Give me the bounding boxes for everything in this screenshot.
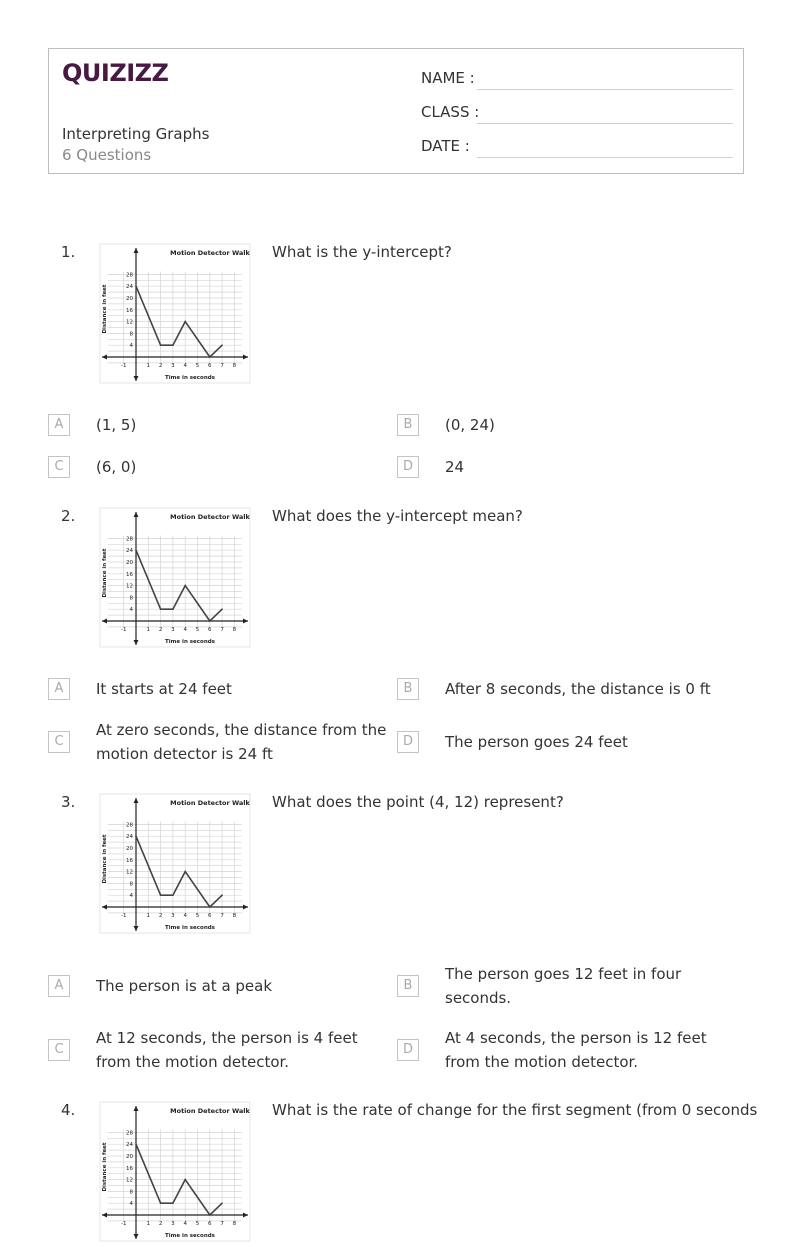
option-letter[interactable]: D bbox=[397, 1039, 419, 1061]
data-point bbox=[221, 344, 223, 346]
y-tick-label: 20 bbox=[126, 296, 133, 302]
x-tick-label: 7 bbox=[220, 627, 224, 633]
y-tick-label: 20 bbox=[126, 846, 133, 852]
option-text: (6, 0) bbox=[96, 458, 137, 476]
graph-svg bbox=[98, 793, 252, 935]
x-axis-label: Time in seconds bbox=[165, 639, 215, 645]
option-letter[interactable]: C bbox=[48, 731, 70, 753]
data-point bbox=[160, 1202, 162, 1204]
x-tick-label: 8 bbox=[232, 913, 237, 919]
worksheet-header bbox=[48, 48, 744, 174]
y-tick-label: 8 bbox=[129, 331, 133, 338]
x-tick-label: 1 bbox=[146, 913, 151, 919]
x-tick-label: 2 bbox=[158, 627, 163, 633]
question-number: 1. bbox=[61, 243, 76, 261]
x-tick-label: 5 bbox=[195, 363, 200, 369]
x-tick-label: 4 bbox=[183, 627, 187, 633]
option-letter[interactable]: C bbox=[48, 456, 70, 478]
y-tick-label: 28 bbox=[126, 536, 133, 543]
question-text: What is the rate of change for the first segment (from 0 seconds bbox=[272, 1101, 758, 1119]
data-point bbox=[209, 1214, 211, 1216]
y-tick-label: 12 bbox=[126, 869, 133, 876]
x-tick-label: 1 bbox=[146, 1221, 151, 1227]
option-text: The person goes 24 feet bbox=[445, 733, 628, 751]
data-point bbox=[160, 608, 162, 610]
data-point bbox=[209, 620, 211, 622]
option-letter[interactable]: B bbox=[397, 414, 419, 436]
x-tick-label: 4 bbox=[183, 913, 187, 919]
y-axis-label: Distance in feet bbox=[102, 834, 108, 884]
data-point bbox=[209, 906, 211, 908]
option-letter[interactable]: A bbox=[48, 414, 70, 436]
x-tick-label: 5 bbox=[195, 627, 200, 633]
name-label: NAME : bbox=[421, 69, 475, 87]
y-axis-label: Distance in feet bbox=[102, 1142, 108, 1192]
motion-detector-graph bbox=[98, 793, 252, 935]
option-text: 24 bbox=[445, 458, 465, 476]
question-number: 4. bbox=[61, 1101, 76, 1119]
data-point bbox=[221, 608, 223, 610]
question-text: What does the point (4, 12) represent? bbox=[272, 793, 564, 811]
x-tick-label: -1 bbox=[120, 363, 127, 369]
x-tick-label: 5 bbox=[195, 913, 200, 919]
y-tick-label: 16 bbox=[126, 857, 133, 864]
y-tick-label: 28 bbox=[126, 272, 133, 279]
question-text: What is the y-intercept? bbox=[272, 243, 452, 261]
x-tick-label: 4 bbox=[183, 363, 187, 369]
y-tick-label: 12 bbox=[126, 319, 133, 326]
x-tick-label: 2 bbox=[158, 913, 163, 919]
x-tick-label: -1 bbox=[120, 913, 127, 919]
quizizz-logo: QUIZIZZ bbox=[62, 59, 169, 87]
x-axis-label: Time in seconds bbox=[165, 1233, 215, 1239]
x-tick-label: 8 bbox=[232, 1221, 237, 1227]
y-tick-label: 4 bbox=[129, 343, 133, 350]
data-point bbox=[172, 894, 174, 896]
name-field[interactable] bbox=[477, 89, 733, 90]
y-tick-label: 4 bbox=[129, 893, 133, 900]
option-text: (0, 24) bbox=[445, 416, 495, 434]
y-tick-label: 4 bbox=[129, 607, 133, 614]
x-tick-label: 3 bbox=[171, 913, 175, 919]
option-text: The person goes 12 feet in four seconds. bbox=[445, 965, 682, 1007]
option-text: It starts at 24 feet bbox=[96, 680, 232, 698]
option-text: (1, 5) bbox=[96, 416, 137, 434]
worksheet-title: Interpreting Graphs bbox=[62, 125, 210, 143]
question-number: 3. bbox=[61, 793, 76, 811]
question-number: 2. bbox=[61, 507, 76, 525]
x-tick-label: 5 bbox=[195, 1221, 200, 1227]
x-tick-label: 6 bbox=[208, 363, 212, 369]
x-tick-label: 8 bbox=[232, 363, 237, 369]
y-tick-label: 8 bbox=[129, 881, 133, 888]
graph-svg bbox=[98, 243, 252, 385]
x-tick-label: 7 bbox=[220, 363, 224, 369]
data-point bbox=[184, 871, 186, 873]
y-tick-label: 24 bbox=[126, 834, 133, 841]
option-text: At zero seconds, the distance from the motion detector is 24 ft bbox=[96, 721, 387, 763]
x-tick-label: 6 bbox=[208, 627, 212, 633]
graph-title: Motion Detector Walk bbox=[170, 513, 250, 521]
question-count: 6 Questions bbox=[62, 146, 152, 164]
option-text: At 4 seconds, the person is 12 feet from the motion detector. bbox=[445, 1029, 707, 1071]
y-tick-label: 4 bbox=[129, 1201, 133, 1208]
x-tick-label: 6 bbox=[208, 913, 212, 919]
graph-title: Motion Detector Walk bbox=[170, 1107, 250, 1115]
data-point bbox=[172, 344, 174, 346]
x-tick-label: 4 bbox=[183, 1221, 187, 1227]
option-text: The person is at a peak bbox=[96, 977, 273, 995]
data-point bbox=[135, 835, 137, 837]
option-text: After 8 seconds, the distance is 0 ft bbox=[445, 680, 711, 698]
option-text: At 12 seconds, the person is 4 feet from the motion detector. bbox=[96, 1029, 358, 1071]
graph-svg bbox=[98, 507, 252, 649]
x-tick-label: 7 bbox=[220, 913, 224, 919]
data-point bbox=[184, 321, 186, 323]
y-tick-label: 24 bbox=[126, 548, 133, 555]
data-point bbox=[160, 894, 162, 896]
data-point bbox=[135, 285, 137, 287]
y-tick-label: 28 bbox=[126, 1130, 133, 1137]
x-tick-label: 3 bbox=[171, 1221, 175, 1227]
option-letter[interactable]: B bbox=[397, 975, 419, 997]
y-tick-label: 20 bbox=[126, 1154, 133, 1160]
option-letter[interactable]: A bbox=[48, 678, 70, 700]
x-tick-label: 3 bbox=[171, 363, 175, 369]
option-letter[interactable]: A bbox=[48, 975, 70, 997]
x-tick-label: 3 bbox=[171, 627, 175, 633]
motion-detector-graph bbox=[98, 507, 252, 649]
data-point bbox=[160, 344, 162, 346]
motion-detector-graph bbox=[98, 243, 252, 385]
x-tick-label: 2 bbox=[158, 363, 163, 369]
data-point bbox=[172, 1202, 174, 1204]
x-axis-label: Time in seconds bbox=[165, 925, 215, 931]
data-point bbox=[221, 1202, 223, 1204]
y-tick-label: 24 bbox=[126, 1142, 133, 1149]
option-letter[interactable]: D bbox=[397, 731, 419, 753]
x-tick-label: -1 bbox=[120, 627, 127, 633]
data-point bbox=[184, 1179, 186, 1181]
y-axis-label: Distance in feet bbox=[102, 548, 108, 598]
y-tick-label: 12 bbox=[126, 1177, 133, 1184]
y-tick-label: 12 bbox=[126, 583, 133, 590]
data-point bbox=[172, 608, 174, 610]
option-letter[interactable]: B bbox=[397, 678, 419, 700]
class-label: CLASS : bbox=[421, 103, 480, 121]
x-tick-label: 6 bbox=[208, 1221, 212, 1227]
data-point bbox=[135, 1143, 137, 1145]
y-tick-label: 16 bbox=[126, 307, 133, 314]
class-field[interactable] bbox=[477, 123, 733, 124]
y-axis-label: Distance in feet bbox=[102, 284, 108, 334]
x-tick-label: 7 bbox=[220, 1221, 224, 1227]
date-field[interactable] bbox=[477, 157, 733, 158]
data-point bbox=[221, 894, 223, 896]
x-tick-label: 1 bbox=[146, 363, 151, 369]
y-tick-label: 16 bbox=[126, 1165, 133, 1172]
question-text: What does the y-intercept mean? bbox=[272, 507, 523, 525]
option-letter[interactable]: D bbox=[397, 456, 419, 478]
option-letter[interactable]: C bbox=[48, 1039, 70, 1061]
data-point bbox=[135, 549, 137, 551]
x-tick-label: 8 bbox=[232, 627, 237, 633]
y-tick-label: 24 bbox=[126, 284, 133, 291]
graph-svg bbox=[98, 1101, 252, 1243]
data-point bbox=[184, 585, 186, 587]
x-tick-label: 1 bbox=[146, 627, 151, 633]
y-tick-label: 28 bbox=[126, 822, 133, 829]
motion-detector-graph bbox=[98, 1101, 252, 1243]
y-tick-label: 8 bbox=[129, 595, 133, 602]
graph-title: Motion Detector Walk bbox=[170, 249, 250, 257]
x-axis-label: Time in seconds bbox=[165, 375, 215, 381]
x-tick-label: -1 bbox=[120, 1221, 127, 1227]
data-point bbox=[209, 356, 211, 358]
y-tick-label: 16 bbox=[126, 571, 133, 578]
graph-title: Motion Detector Walk bbox=[170, 799, 250, 807]
x-tick-label: 2 bbox=[158, 1221, 163, 1227]
y-tick-label: 20 bbox=[126, 560, 133, 566]
date-label: DATE : bbox=[421, 137, 470, 155]
y-tick-label: 8 bbox=[129, 1189, 133, 1196]
